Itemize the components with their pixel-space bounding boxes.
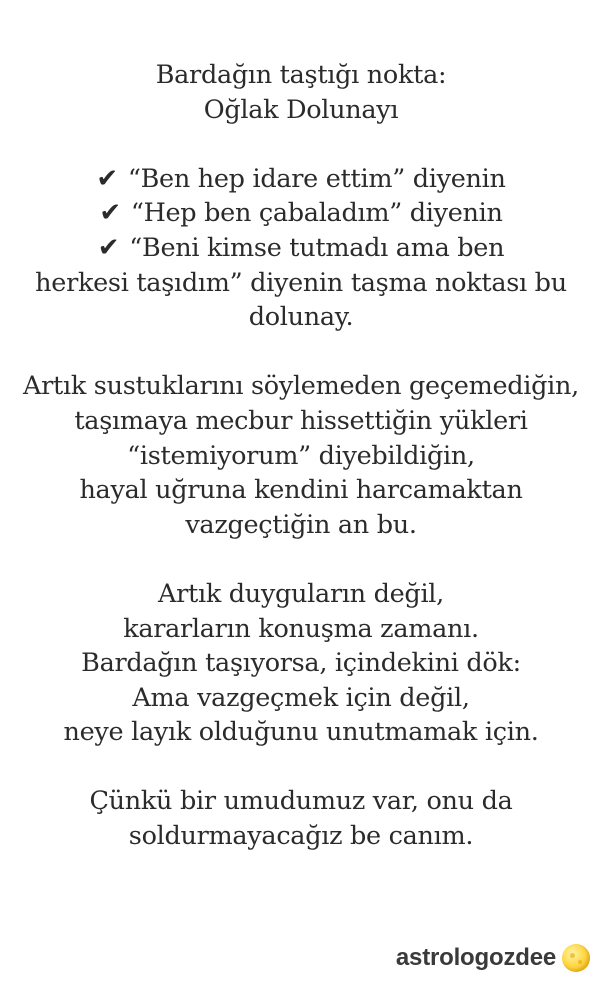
- spacer: [0, 335, 602, 370]
- check-icon: ✔: [97, 232, 120, 263]
- checklist-item-text: “Ben hep idare ettim” diyenin: [127, 163, 506, 194]
- paragraph-2: [0, 577, 602, 750]
- checklist-item: [0, 162, 602, 197]
- paragraph-line: Artık sustuklarını söylemeden geçemediğin,: [23, 371, 579, 402]
- check-icon: ✔: [96, 163, 118, 194]
- paragraph-line: Ama vazgeçmek için değil,: [132, 682, 470, 713]
- paragraph-line: Çünkü bir umudumuz var, onu da: [89, 786, 513, 817]
- title-line: Oğlak Dolunayı: [203, 94, 399, 125]
- account-handle: astrologozdee: [395, 944, 556, 971]
- spacer: [0, 542, 602, 577]
- paragraph-line: Artık duyguların değil,: [158, 578, 444, 609]
- paragraph-line: Bardağın taşıyorsa, içindekini dök:: [81, 648, 521, 679]
- spacer: [0, 750, 602, 785]
- paragraph-line: hayal uğruna kendini harcamaktan: [79, 475, 523, 506]
- checklist-item: [0, 231, 602, 266]
- post-text: [0, 58, 602, 854]
- paragraph-line: soldurmayacağız be canım.: [128, 821, 474, 852]
- checklist-item-text: “Beni kimse tutmadı ama ben: [129, 232, 505, 263]
- spacer: [0, 127, 602, 162]
- paragraph-line: taşımaya mecbur hissettiğin yükleri: [74, 405, 528, 436]
- checklist-item-text: “Hep ben çabaladım” diyenin: [130, 198, 503, 229]
- account-watermark: [396, 938, 590, 978]
- paragraph-line: vazgeçtiğin an bu.: [185, 509, 417, 540]
- checklist-item: [0, 196, 602, 231]
- title-line: Bardağın taştığı nokta:: [155, 60, 447, 90]
- paragraph-line: neye layık olduğunu unutmamak için.: [63, 717, 539, 748]
- paragraph-line: “istemiyorum” diyebildiğin,: [127, 440, 475, 471]
- paragraph-3: [0, 784, 602, 853]
- full-moon-icon: [562, 944, 590, 972]
- checklist: [0, 162, 602, 335]
- paragraph-1: [0, 369, 602, 542]
- checklist-tail-line: herkesi taşıdım” diyenin taşma noktası bu: [35, 267, 567, 298]
- post-title: [0, 58, 602, 127]
- check-icon: ✔: [99, 198, 121, 229]
- paragraph-line: kararların konuşma zamanı.: [123, 613, 479, 644]
- checklist-tail-line: dolunay.: [248, 302, 354, 333]
